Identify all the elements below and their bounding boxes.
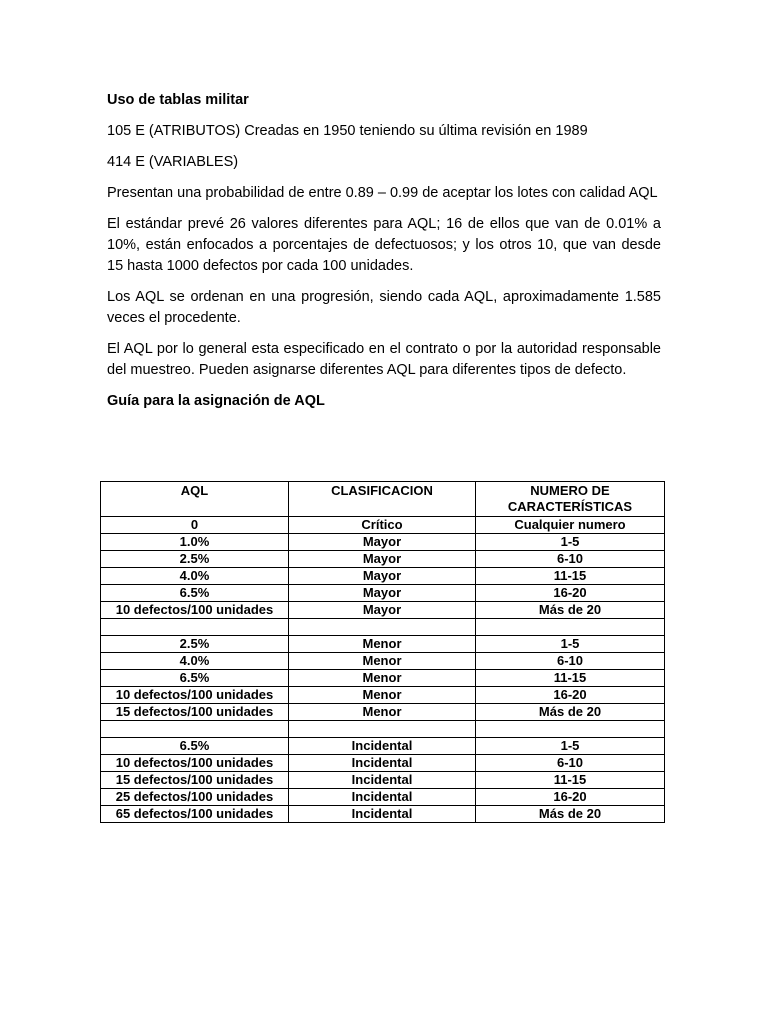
table-row xyxy=(101,755,665,772)
cell-numero xyxy=(476,721,665,738)
table-spacer-row xyxy=(101,619,665,636)
table-row xyxy=(101,653,665,670)
cell-aql: 0 xyxy=(101,517,289,534)
paragraph-atributos: 105 E (ATRIBUTOS) Creadas en 1950 teniendo su última revisión en 1989 xyxy=(107,123,588,139)
cell-numero: 11-15 xyxy=(476,772,665,789)
cell-numero: Más de 20 xyxy=(476,704,665,721)
header-clasificacion: CLASIFICACION xyxy=(289,482,476,517)
cell-aql: 6.5% xyxy=(101,670,289,687)
table-body xyxy=(101,517,665,823)
cell-numero: 11-15 xyxy=(476,568,665,585)
cell-clasificacion xyxy=(289,721,476,738)
cell-aql: 25 defectos/100 unidades xyxy=(101,789,289,806)
cell-aql: 10 defectos/100 unidades xyxy=(101,602,289,619)
table-row xyxy=(101,585,665,602)
cell-clasificacion: Incidental xyxy=(289,789,476,806)
cell-aql: 15 defectos/100 unidades xyxy=(101,772,289,789)
table-row xyxy=(101,636,665,653)
cell-numero: Cualquier numero xyxy=(476,517,665,534)
paragraph-probabilidad: Presentan una probabilidad de entre 0.89 – 0.99 de aceptar los lotes con calidad AQL xyxy=(107,185,658,201)
cell-clasificacion: Menor xyxy=(289,687,476,704)
cell-aql: 10 defectos/100 unidades xyxy=(101,687,289,704)
table-row xyxy=(101,687,665,704)
cell-clasificacion: Incidental xyxy=(289,806,476,823)
paragraph-variables: 414 E (VARIABLES) xyxy=(107,154,239,170)
document-body xyxy=(107,90,661,421)
cell-numero: Más de 20 xyxy=(476,602,665,619)
document-title: Uso de tablas militar xyxy=(107,92,249,108)
cell-aql: 2.5% xyxy=(101,636,289,653)
table-row xyxy=(101,534,665,551)
cell-clasificacion: Mayor xyxy=(289,585,476,602)
cell-clasificacion: Menor xyxy=(289,653,476,670)
cell-aql: 10 defectos/100 unidades xyxy=(101,755,289,772)
table-row xyxy=(101,568,665,585)
table-row xyxy=(101,738,665,755)
header-numero-caracteristicas: NUMERO DE CARACTERÍSTICAS xyxy=(476,482,665,517)
cell-clasificacion xyxy=(289,619,476,636)
cell-clasificacion: Mayor xyxy=(289,602,476,619)
table-row xyxy=(101,704,665,721)
cell-numero: 1-5 xyxy=(476,636,665,653)
table-row xyxy=(101,789,665,806)
cell-clasificacion: Incidental xyxy=(289,738,476,755)
cell-aql: 6.5% xyxy=(101,738,289,755)
cell-clasificacion: Crítico xyxy=(289,517,476,534)
table-row xyxy=(101,517,665,534)
cell-numero xyxy=(476,619,665,636)
paragraph-progresion: Los AQL se ordenan en una progresión, siendo cada AQL, aproximadamente 1.585 veces el procedente. xyxy=(107,289,661,326)
cell-aql: 4.0% xyxy=(101,568,289,585)
table-header-row xyxy=(101,482,665,517)
cell-numero: 11-15 xyxy=(476,670,665,687)
paragraph-estandar: El estándar prevé 26 valores diferentes para AQL; 16 de ellos que van de 0.01% a 10%, están enfocados a porcentajes de defectuosos; y los otros 10, que van desde 15 hasta 1000 defectos por cada 100 unidades. xyxy=(107,216,661,274)
cell-numero: 1-5 xyxy=(476,534,665,551)
cell-aql: 15 defectos/100 unidades xyxy=(101,704,289,721)
cell-clasificacion: Menor xyxy=(289,704,476,721)
cell-numero: Más de 20 xyxy=(476,806,665,823)
cell-clasificacion: Incidental xyxy=(289,755,476,772)
cell-clasificacion: Menor xyxy=(289,636,476,653)
cell-aql: 65 defectos/100 unidades xyxy=(101,806,289,823)
table-row xyxy=(101,772,665,789)
table-row xyxy=(101,806,665,823)
paragraph-contrato: El AQL por lo general esta especificado en el contrato o por la autoridad responsable del muestreo. Pueden asignarse diferentes AQL para diferentes tipos de defecto. xyxy=(107,341,661,378)
cell-clasificacion: Mayor xyxy=(289,534,476,551)
cell-clasificacion: Mayor xyxy=(289,551,476,568)
table-row xyxy=(101,551,665,568)
table-row xyxy=(101,670,665,687)
cell-numero: 6-10 xyxy=(476,755,665,772)
aql-table xyxy=(100,481,665,823)
cell-numero: 1-5 xyxy=(476,738,665,755)
cell-aql xyxy=(101,619,289,636)
header-aql: AQL xyxy=(101,482,289,517)
cell-numero: 16-20 xyxy=(476,585,665,602)
cell-aql: 1.0% xyxy=(101,534,289,551)
cell-clasificacion: Incidental xyxy=(289,772,476,789)
cell-aql: 6.5% xyxy=(101,585,289,602)
table-caption: Guía para la asignación de AQL xyxy=(107,393,325,409)
cell-aql: 4.0% xyxy=(101,653,289,670)
cell-numero: 16-20 xyxy=(476,789,665,806)
table-row xyxy=(101,602,665,619)
cell-aql: 2.5% xyxy=(101,551,289,568)
cell-aql xyxy=(101,721,289,738)
cell-clasificacion: Menor xyxy=(289,670,476,687)
cell-numero: 6-10 xyxy=(476,551,665,568)
cell-clasificacion: Mayor xyxy=(289,568,476,585)
cell-numero: 6-10 xyxy=(476,653,665,670)
cell-numero: 16-20 xyxy=(476,687,665,704)
table-spacer-row xyxy=(101,721,665,738)
